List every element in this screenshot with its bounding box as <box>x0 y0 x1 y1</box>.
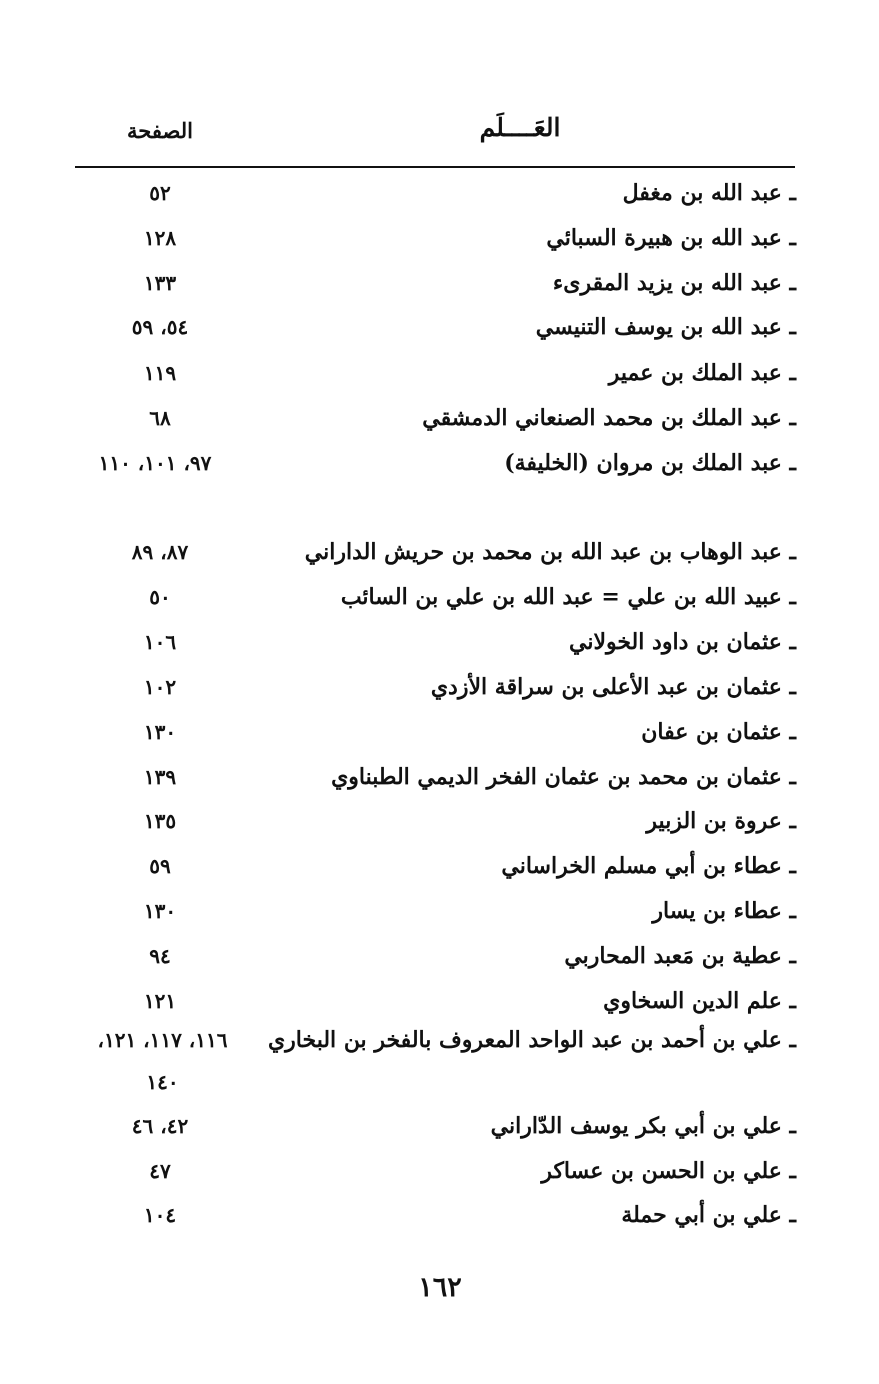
entry-name: ـ عبد الملك بن عمير <box>608 360 796 386</box>
entry-name: ـ عبد الله بن يوسف التنيسي <box>535 314 796 340</box>
entry-pages: ٤٧ <box>149 1159 171 1183</box>
entry-pages: ١٢٨ <box>143 226 177 250</box>
entry-name: ـ عثمان بن محمد بن عثمان الفخر الديمي الطبناوي <box>331 764 796 790</box>
entry-name: ـ عطية بن مَعبد المحاربي <box>564 943 796 969</box>
entry-pages: ٥٩ <box>149 854 171 878</box>
entry-name: ـ عثمان بن عفان <box>641 719 796 745</box>
page-number: ١٦٢ <box>418 1272 462 1303</box>
entry-name: ـ عثمان بن عبد الأعلى بن سراقة الأزدي <box>430 674 796 700</box>
name-column-header: العَــــلَم <box>479 113 561 142</box>
entry-name: ـ عبد الله بن يزيد المقرىء <box>552 270 796 296</box>
entry-name: ـ علي بن الحسن بن عساكر <box>541 1158 796 1184</box>
entry-pages: ١٣٩ <box>143 765 177 789</box>
entry-name: ـ عروة بن الزبير <box>646 808 796 834</box>
entry-name: ـ عبد الوهاب بن عبد الله بن محمد بن حريش الداراني <box>304 539 796 565</box>
entry-name: ـ علم الدين السخاوي <box>603 988 796 1014</box>
page-column-header: الصفحة <box>127 118 193 143</box>
entry-pages: ٨٧، ٨٩ <box>131 540 189 564</box>
entry-name: ـ عبد الله بن هبيرة السبائي <box>546 225 796 251</box>
entry-name: ـ عطاء بن أبي مسلم الخراساني <box>501 853 796 879</box>
entry-name: ـ علي بن أبي بكر يوسف الدّاراني <box>490 1113 796 1139</box>
entry-pages: ٩٤ <box>149 944 171 968</box>
entry-name: ـ عبد الملك بن مروان (الخليفة) <box>504 450 796 476</box>
entry-pages: ١٠٤ <box>143 1203 177 1227</box>
entry-pages: ٥٠ <box>149 585 171 609</box>
entry-name: ـ علي بن أبي حملة <box>621 1202 796 1228</box>
entry-name: ـ عطاء بن يسار <box>652 898 796 924</box>
entry-name: ـ علي بن أحمد بن عبد الواحد المعروف بالفخر بن البخاري <box>267 1027 796 1053</box>
entry-pages: ١٣٠ <box>143 720 177 744</box>
entry-pages: ٥٤، ٥٩ <box>131 315 189 339</box>
header-divider <box>75 166 795 168</box>
entry-name: ـ عبيد الله بن علي = عبد الله بن علي بن السائب <box>340 584 796 610</box>
entry-pages: ١٣٣ <box>143 271 177 295</box>
entry-pages: ١٣٥ <box>143 809 177 833</box>
entry-pages: ١٠٦ <box>143 630 177 654</box>
entry-pages: ٥٢ <box>149 181 171 205</box>
entry-name: ـ عبد الملك بن محمد الصنعاني الدمشقي <box>422 405 796 431</box>
entry-pages: ١١٦، ١١٧، ١٢١، ١٤٠ <box>97 1028 228 1094</box>
entry-pages: ١١٩ <box>143 361 177 385</box>
entry-pages: ٩٧، ١٠١، ١١٠ <box>98 451 212 475</box>
entry-pages: ١٢١ <box>143 989 177 1013</box>
entry-pages: ٦٨ <box>149 406 171 430</box>
entry-pages: ١٠٢ <box>143 675 177 699</box>
entry-pages: ١٣٠ <box>143 899 177 923</box>
entry-name: ـ عبد الله بن مغفل <box>622 180 796 206</box>
entry-pages: ٤٢، ٤٦ <box>131 1114 189 1138</box>
entry-name: ـ عثمان بن داود الخولاني <box>568 629 796 655</box>
